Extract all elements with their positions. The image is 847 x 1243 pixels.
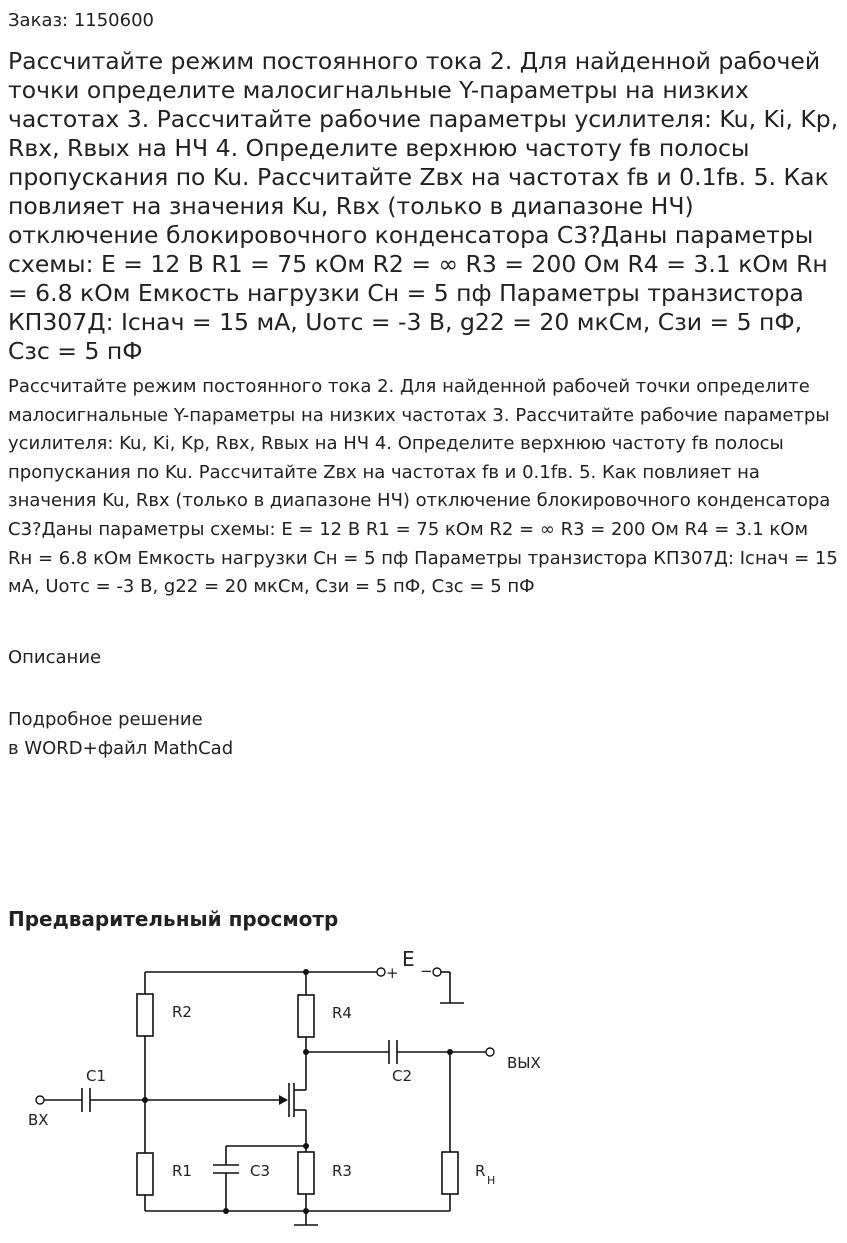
- rn-label-subscript: H: [487, 1174, 496, 1187]
- r2-label: R2: [172, 1003, 192, 1021]
- c1-label: C1: [86, 1067, 107, 1085]
- circuit-schematic: [0, 930, 600, 1235]
- power-minus-label: −: [420, 962, 433, 980]
- junction-dot: [447, 1049, 453, 1055]
- c3-label: C3: [250, 1162, 271, 1180]
- junction-dot: [223, 1208, 229, 1214]
- junction-dot: [303, 1143, 309, 1149]
- resistor-r2: [137, 994, 153, 1036]
- junction-dot: [303, 969, 309, 975]
- resistor-r1: [137, 1153, 153, 1195]
- power-e-label: E: [402, 947, 415, 971]
- description-label: Описание: [8, 647, 102, 668]
- input-terminal: [36, 1096, 44, 1104]
- resistor-r4: [298, 995, 314, 1037]
- power-plus-terminal: [377, 968, 385, 976]
- rn-label: R: [475, 1162, 486, 1180]
- resistor-rn: [442, 1152, 458, 1194]
- r1-label: R1: [172, 1162, 192, 1180]
- task-title: Рассчитайте режим постоянного тока 2. Для найденной рабочей точки определите малосигнальные Y-параметры на низких частотах 3. Рассчитайте рабочие параметры усилителя: Ku, Ki, Kp, Rвх, Rвых на НЧ 4. Определите верхнюю частоту fв полосы пропускания по Ku. Рассчитайте Zвх на частотах fв и 0.1fв. 5. Как повлияет на значения Ku, Rвх (только в диапазоне НЧ) отключение блокировочного конденсатора C3?Даны параметры схемы: E = 12 В R1 = 75 кОм R2 = ∞ R3 = 200 Ом R4 = 3.1 кОм Rн = 6.8 кОм Емкость нагрузки Cн = 5 пф Параметры транзистора КП307Д: Icнач = 15 мА, Uотс = -3 В, g22 = 20 мкСм, Cзи = 5 пФ, Cзс = 5 пФ: [8, 47, 839, 365]
- resistor-r3: [298, 1152, 314, 1194]
- junction-dot: [303, 1208, 309, 1214]
- c2-label: C2: [392, 1067, 413, 1085]
- junction-dot: [303, 1049, 309, 1055]
- junction-dot: [142, 1097, 148, 1103]
- input-label: ВХ: [28, 1111, 49, 1129]
- gate-arrow: [279, 1095, 288, 1105]
- power-minus-terminal: [433, 968, 441, 976]
- r4-label: R4: [332, 1004, 352, 1022]
- r3-label: R3: [332, 1162, 352, 1180]
- output-terminal: [486, 1048, 494, 1056]
- power-plus-label: +: [386, 964, 399, 982]
- output-label: ВЫХ: [507, 1054, 541, 1072]
- solution-line-2: в WORD+файл MathCad: [8, 738, 234, 759]
- preview-heading: Предварительный просмотр: [8, 907, 339, 931]
- order-number: Заказ: 1150600: [8, 10, 154, 31]
- task-description: Рассчитайте режим постоянного тока 2. Для найденной рабочей точки определите малосигнальные Y-параметры на низких частотах 3. Рассчитайте рабочие параметры усилителя: Ku, Ki, Kp, Rвх, Rвых на НЧ 4. Определите верхнюю частоту fв полосы пропускания по Ku. Рассчитайте Zвх на частотах fв и 0.1fв. 5. Как повлияет на значения Ku, Rвх (только в диапазоне НЧ) отключение блокировочного конденсатора C3?Даны параметры схемы: E = 12 В R1 = 75 кОм R2 = ∞ R3 = 200 Ом R4 = 3.1 кОм Rн = 6.8 кОм Емкость нагрузки Cн = 5 пф Параметры транзистора КП307Д: Icнач = 15 мА, Uотс = -3 В, g22 = 20 мкСм, Cзи = 5 пФ, Cзс = 5 пФ: [8, 376, 838, 598]
- solution-line-1: Подробное решение: [8, 709, 203, 730]
